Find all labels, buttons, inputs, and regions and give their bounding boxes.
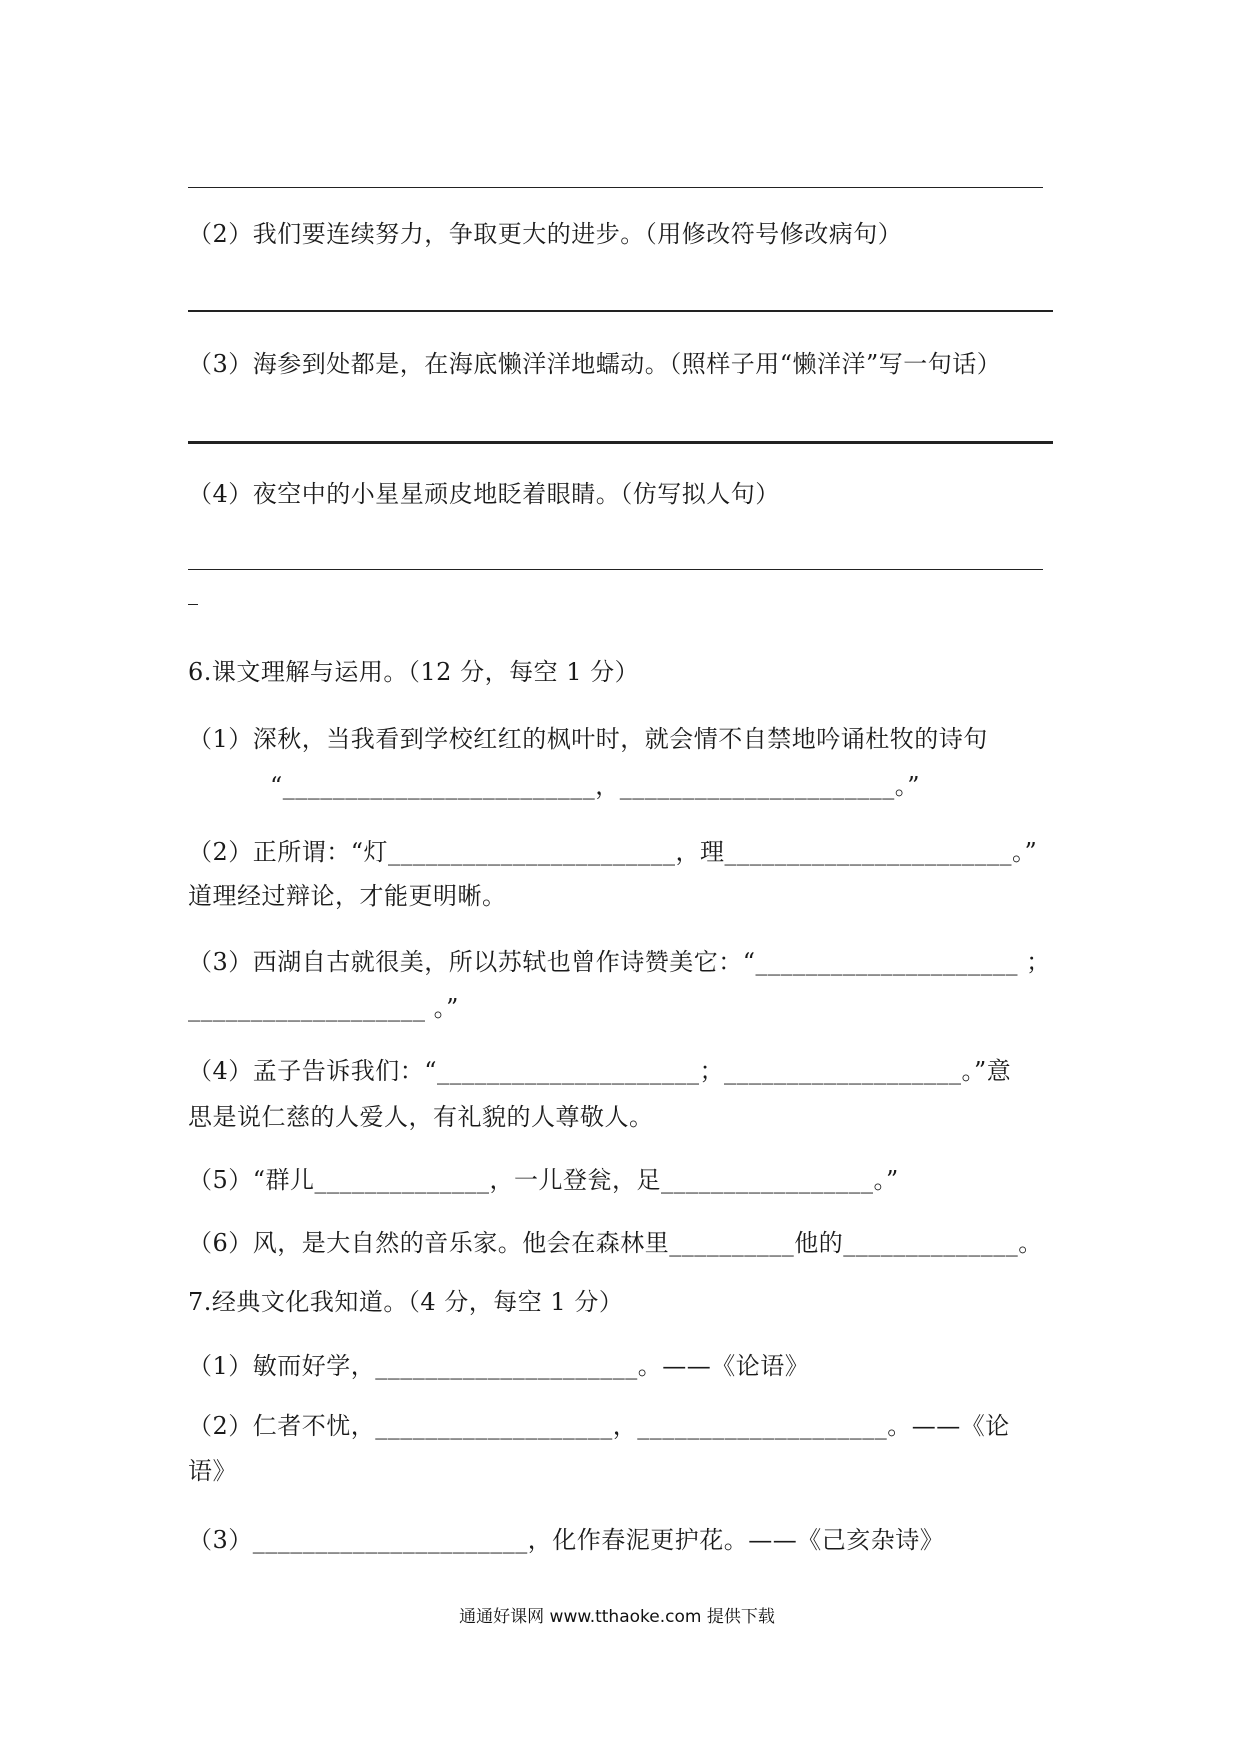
question-7-1: （1）敏而好学，_____________________。——《论语》 bbox=[188, 1352, 810, 1380]
question-6-2: （2）正所谓：“灯_______________________，理_______________________。” bbox=[188, 838, 1038, 866]
question-6-3: （3）西湖自古就很美，所以苏轼也曾作诗赞美它：“_____________________ ； bbox=[188, 948, 1051, 976]
question-6-2-cont: 道理经过辩论，才能更明晰。 bbox=[188, 882, 507, 910]
section-7-title: 7.经典文化我知道。（4 分，每空 1 分） bbox=[188, 1288, 624, 1316]
answer-line-4 bbox=[188, 569, 1043, 570]
question-7-2: （2）仁者不忧，___________________，____________________。——《论 bbox=[188, 1412, 1010, 1440]
question-7-3: （3）______________________，化作春泥更护花。——《己亥杂诗》 bbox=[188, 1526, 945, 1554]
download-footer: 通通好课网 www.tthaoke.com 提供下载 bbox=[459, 1607, 775, 1627]
question-6-1: （1）深秋，当我看到学校红红的枫叶时，就会情不自禁地吟诵杜牧的诗句 bbox=[188, 725, 988, 753]
question-5-2: （2）我们要连续努力，争取更大的进步。（用修改符号修改病句） bbox=[188, 220, 903, 248]
question-7-2-cont: 语》 bbox=[188, 1457, 237, 1485]
question-5-3: （3）海参到处都是，在海底懒洋洋地蠕动。（照样子用“懒洋洋”写一句话） bbox=[188, 350, 1002, 378]
question-6-4: （4）孟子告诉我们：“_____________________；___________________。”意 bbox=[188, 1057, 1012, 1085]
answer-line-3 bbox=[188, 441, 1053, 444]
answer-line-2 bbox=[188, 310, 1053, 312]
section-6-title: 6.课文理解与运用。（12 分，每空 1 分） bbox=[188, 658, 640, 686]
question-6-4-cont: 思是说仁慈的人爱人，有礼貌的人尊敬人。 bbox=[188, 1103, 654, 1131]
question-6-5: （5）“群儿______________，一儿登瓮，足_________________。” bbox=[188, 1166, 899, 1194]
question-6-6: （6）风，是大自然的音乐家。他会在森林里__________他的______________。 bbox=[188, 1229, 1043, 1257]
answer-line-1 bbox=[188, 187, 1043, 188]
question-6-1-blanks: “_________________________，______________________。” bbox=[270, 772, 921, 800]
answer-line-4-overflow bbox=[188, 604, 198, 605]
question-5-4: （4）夜空中的小星星顽皮地眨着眼睛。（仿写拟人句） bbox=[188, 480, 780, 508]
question-6-3-cont: ___________________ 。” bbox=[188, 994, 459, 1022]
